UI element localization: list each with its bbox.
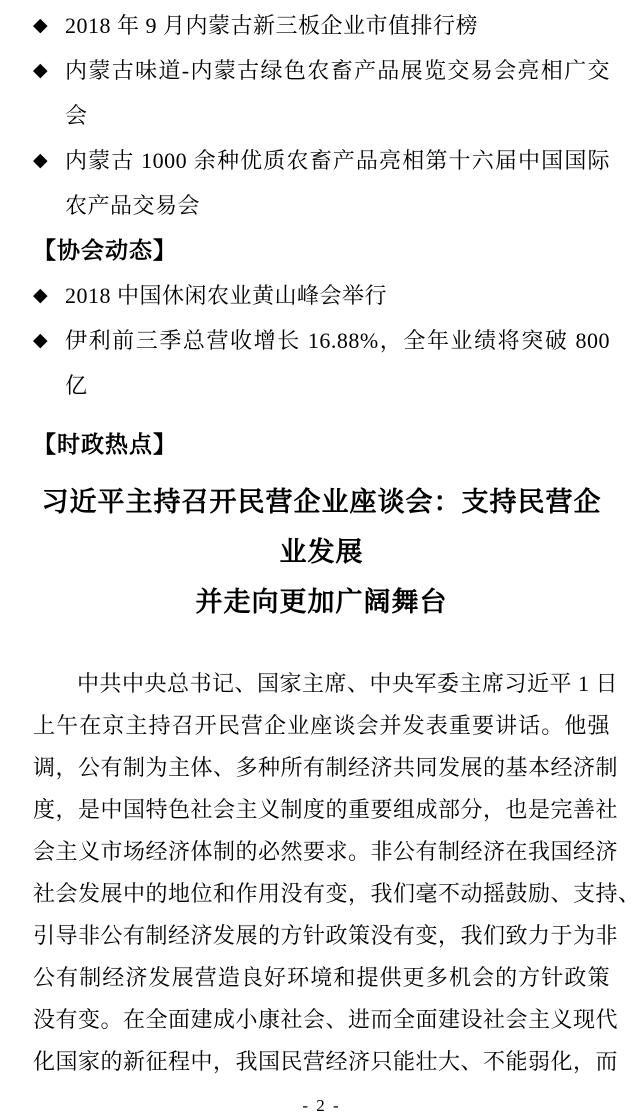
diamond-bullet-icon: ◆ (33, 329, 49, 351)
news-item-text: 内蒙古味道-内蒙古绿色农畜产品展览交易会亮相广交会 (65, 58, 610, 128)
diamond-bullet-icon: ◆ (33, 14, 49, 36)
article-body-line: 公有制经济发展营造良好环境和提供更多机会的方针政策 (33, 965, 610, 990)
news-item (33, 48, 610, 138)
news-item-text: 2018 中国休闲农业黄山峰会举行 (65, 283, 388, 308)
article-body-line: 度，是中国特色社会主义制度的重要组成部分，也是完善社 (33, 797, 619, 822)
article-title-line-2: 并走向更加广阔舞台 (195, 587, 448, 617)
article-title-line-1: 习近平主持召开民营企业座谈会：支持民营企业发展 (41, 487, 602, 567)
diamond-bullet-icon: ◆ (33, 59, 49, 81)
article-body-line: 化国家的新征程中，我国民营经济只能壮大、不能弱化，而 (33, 1049, 619, 1074)
news-item-text: 伊利前三季总营收增长 16.88%，全年业绩将突破 800 亿 (65, 328, 610, 398)
article-body-line: 上午在京主持召开民营企业座谈会并发表重要讲话。他强 (33, 713, 610, 738)
diamond-bullet-icon: ◆ (33, 149, 49, 171)
article-title (33, 477, 610, 627)
news-item (33, 318, 610, 408)
diamond-bullet-icon: ◆ (33, 284, 49, 306)
section-header-association-news: 【协会动态】 (33, 237, 177, 263)
news-item (33, 273, 610, 318)
article-body-line: 引导非公有制经济发展的方针政策没有变，我们致力于为非 (33, 923, 619, 948)
news-item (33, 138, 610, 228)
news-item-text: 内蒙古 1000 余种优质农畜产品亮相第十六届中国国际农产品交易会 (65, 148, 610, 218)
association-news-list (33, 273, 610, 408)
page-number: - 2 - (302, 1096, 341, 1115)
news-item (33, 3, 610, 48)
article-body-line: 中共中央总书记、国家主席、中央军委主席习近平 1 日 (77, 671, 619, 696)
article-body (33, 663, 641, 1083)
news-item-text: 2018 年 9 月内蒙古新三板企业市值排行榜 (65, 13, 479, 38)
section-header-politics: 【时政热点】 (33, 431, 177, 457)
article-body-line: 没有变。在全面建成小康社会、进而全面建设社会主义现代 (33, 1007, 619, 1032)
article-body-line: 会主义市场经济体制的必然要求。非公有制经济在我国经济 (33, 839, 619, 864)
article-body-line: 调，公有制为主体、多种所有制经济共同发展的基本经济制 (33, 755, 619, 780)
top-news-list (33, 3, 610, 228)
article-body-line: 社会发展中的地位和作用没有变，我们毫不动摇鼓励、支持、 (33, 881, 641, 906)
